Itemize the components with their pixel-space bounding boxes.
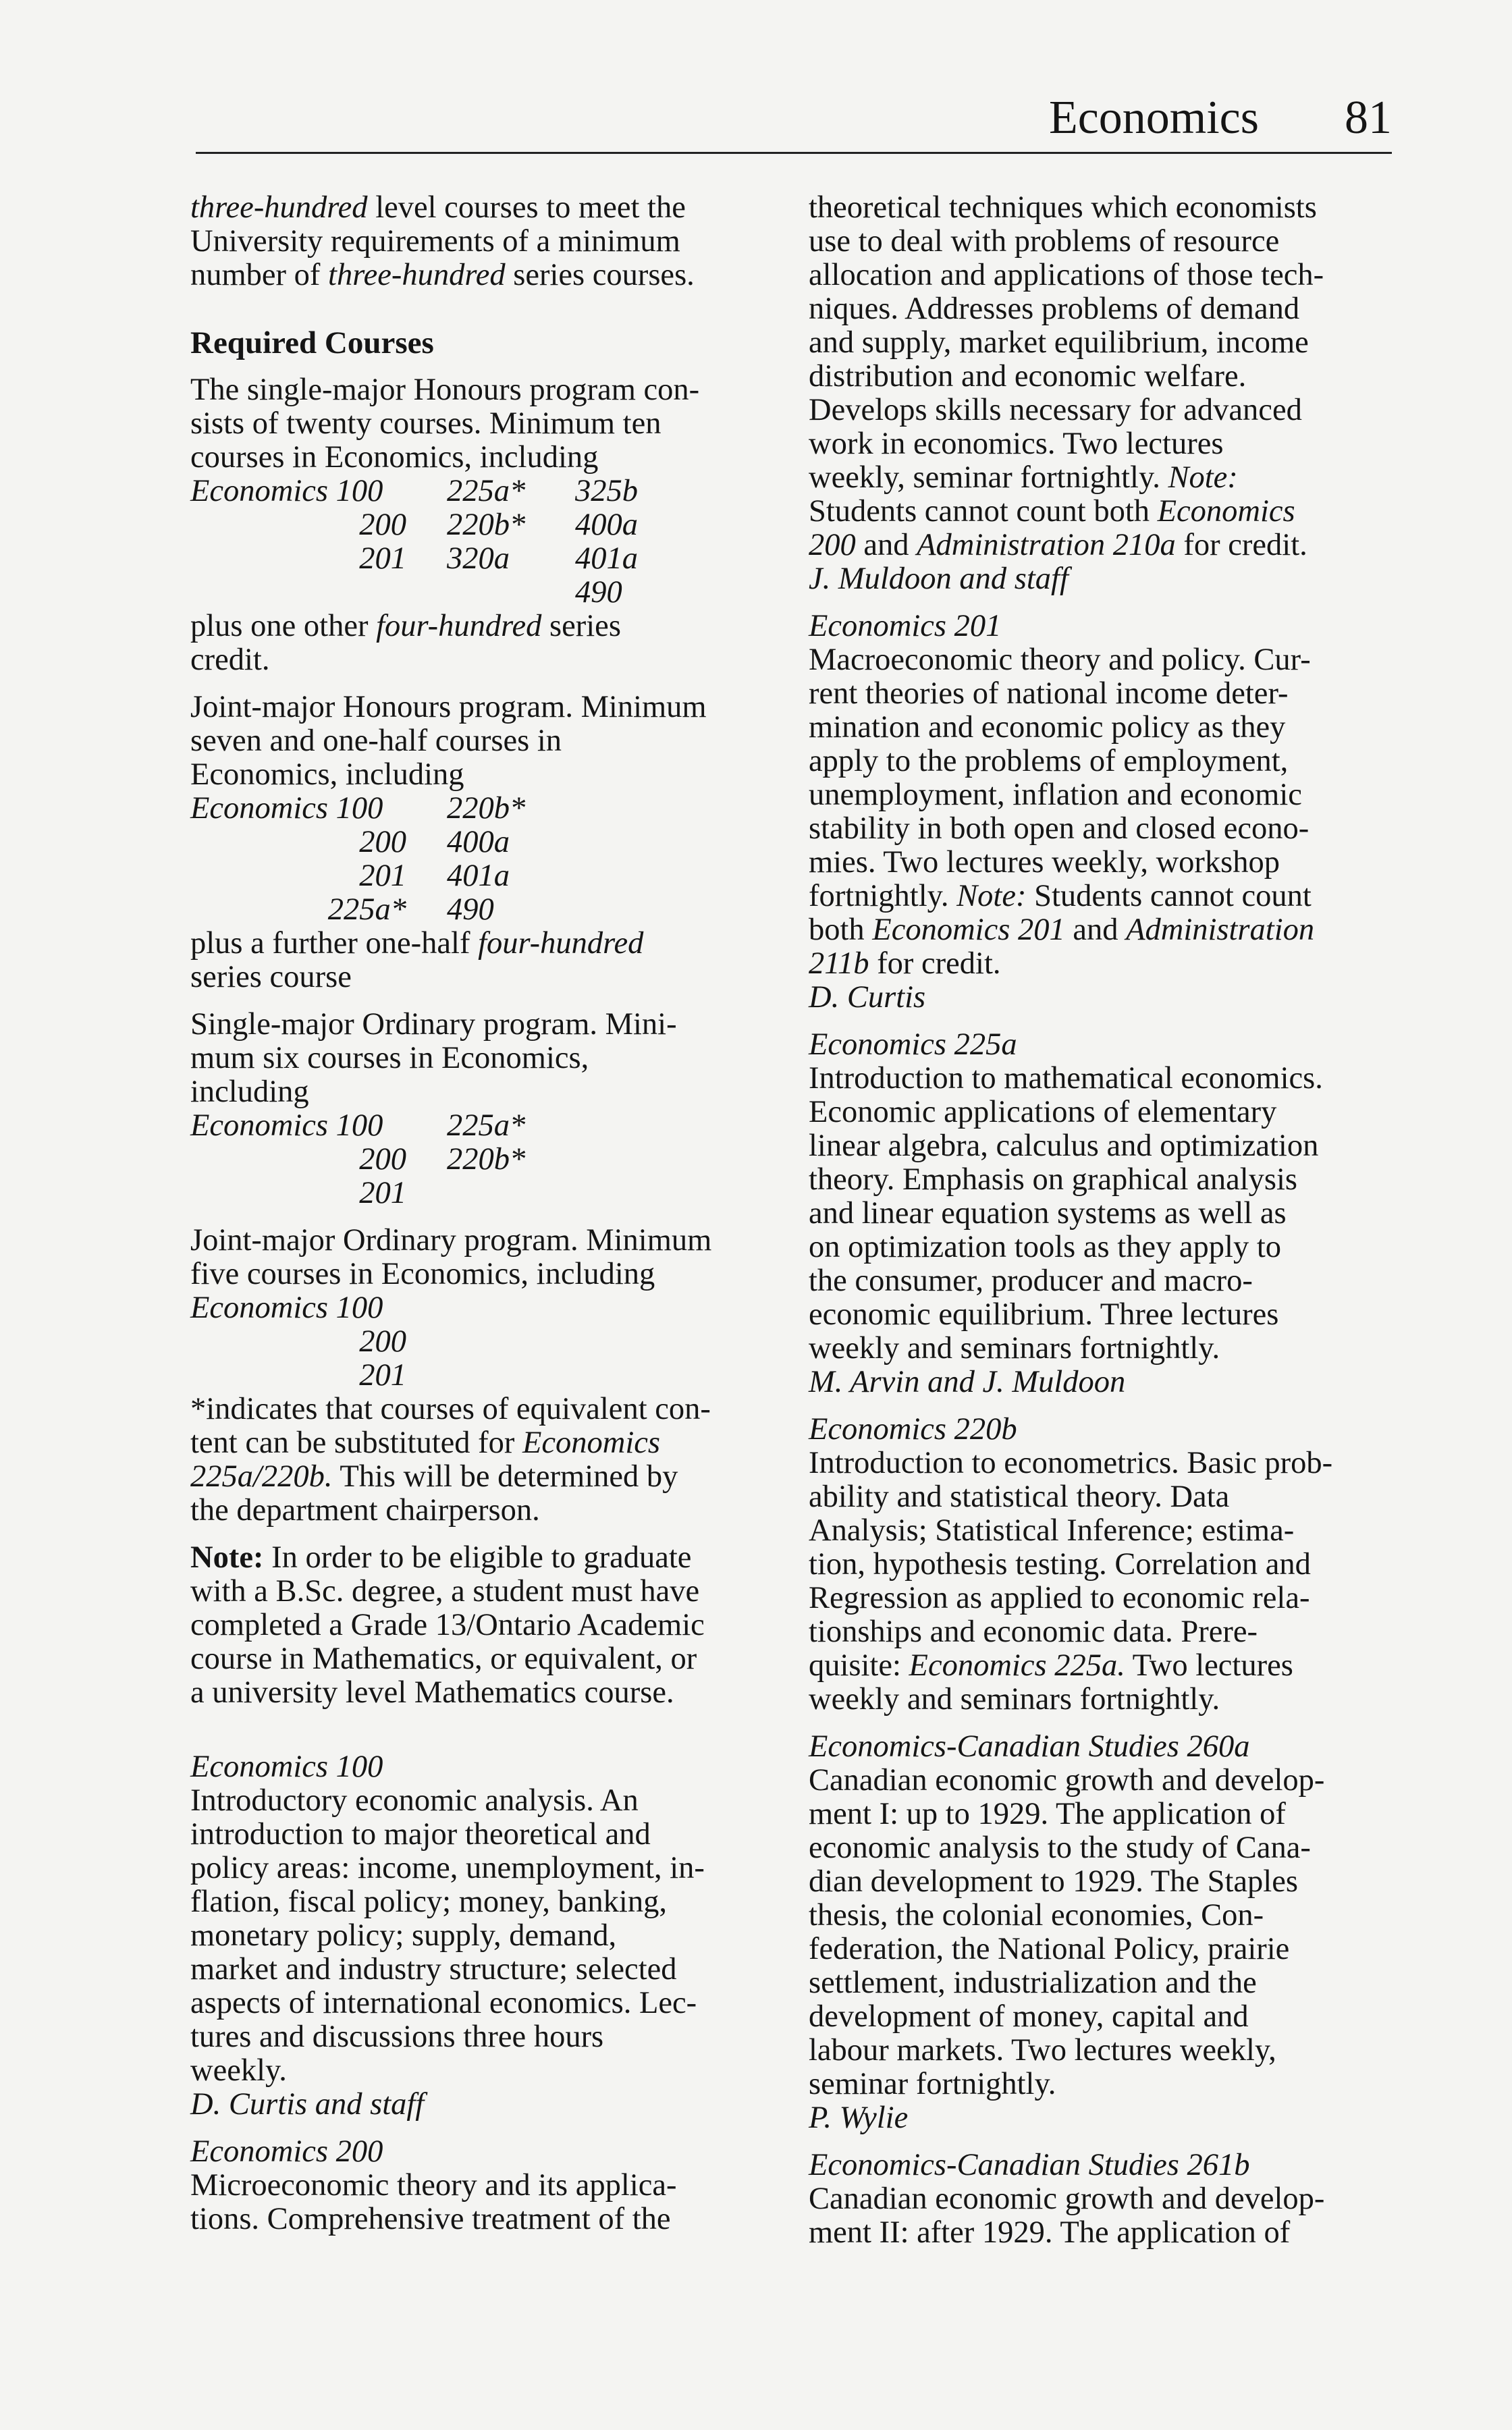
- text-line: Introduction to mathematical economics.: [809, 1061, 1323, 1096]
- text-line: introduction to major theoretical and: [190, 1817, 651, 1852]
- text-line: [190, 1541, 764, 1575]
- text-line: unemployment, inflation and economic: [809, 778, 1302, 812]
- text-line: and supply, market equilibrium, income: [809, 325, 1309, 360]
- asterisk-note: [190, 1393, 764, 1528]
- text-line: seminar fortnightly.: [809, 2067, 1056, 2101]
- single-ordinary-block: [190, 1008, 764, 1210]
- text-line: settlement, industrialization and the: [809, 1966, 1257, 2000]
- course-cell: 220b*: [447, 791, 526, 826]
- instructor-line: M. Arvin and J. Muldoon: [809, 1365, 1126, 1399]
- page-number: 81: [1345, 92, 1392, 144]
- text-line: linear algebra, calculus and optimization: [809, 1129, 1319, 1163]
- text-line: the department chairperson.: [190, 1493, 540, 1528]
- course-economics-225a: [809, 1028, 1382, 1399]
- text-line: fortnightly. Note: Students cannot count: [809, 879, 1312, 913]
- text-line: Economics, including: [190, 757, 464, 792]
- course-cell: 225a*: [447, 1108, 526, 1143]
- text-line: The single-major Honours program con-: [190, 373, 700, 407]
- text-line: niques. Addresses problems of demand: [809, 292, 1300, 326]
- course-cell: 200: [359, 508, 406, 542]
- text-line: Joint-major Honours program. Minimum: [190, 690, 707, 724]
- course-heading: Economics-Canadian Studies 261b: [809, 2148, 1250, 2182]
- text-line: both Economics 201 and Administration: [809, 913, 1315, 947]
- course-cell: 490: [575, 575, 622, 610]
- course-cell: 201: [359, 541, 406, 576]
- course-cell: 325b: [575, 474, 638, 508]
- text-line: Introductory economic analysis. An: [190, 1783, 639, 1818]
- text-line: tures and discussions three hours: [190, 2020, 604, 2054]
- course-economics-220b: [809, 1413, 1382, 1717]
- text-line: tion, hypothesis testing. Correlation and: [809, 1547, 1311, 1582]
- text-line: ment II: after 1929. The application of: [809, 2215, 1291, 2250]
- course-heading: Economics 220b: [809, 1412, 1017, 1447]
- text-line: courses in Economics, including: [190, 440, 599, 475]
- instructor-line: D. Curtis and staff: [190, 2087, 425, 2122]
- text-line: tions. Comprehensive treatment of the: [190, 2202, 671, 2236]
- text-line: mination and economic policy as they: [809, 710, 1286, 745]
- text-line: Develops skills necessary for advanced: [809, 393, 1302, 427]
- text-line: weekly and seminars fortnightly.: [809, 1331, 1220, 1366]
- text-line: three-hundred level courses to meet the: [190, 190, 686, 225]
- course-heading: Economics-Canadian Studies 260a: [809, 1729, 1250, 1764]
- economics-200-continued: [809, 191, 1382, 596]
- course-cell: 220b*: [447, 508, 526, 542]
- course-heading: Economics 200: [190, 2134, 383, 2169]
- text-line: tionships and economic data. Prere-: [809, 1615, 1258, 1649]
- course-cell: [447, 576, 575, 610]
- joint-ordinary-block: [190, 1224, 764, 1393]
- text-line: Introduction to econometrics. Basic prob-: [809, 1446, 1333, 1480]
- course-cell: 400a: [447, 825, 510, 859]
- course-cell: [447, 1177, 575, 1210]
- text-line: labour markets. Two lectures weekly,: [809, 2033, 1276, 2068]
- running-header: [196, 88, 1392, 154]
- text-line: including: [190, 1075, 309, 1109]
- course-cell: 200: [359, 1142, 406, 1177]
- text-line: Economic applications of elementary: [809, 1095, 1277, 1129]
- text-line: the consumer, producer and macro-: [809, 1264, 1253, 1298]
- text-line: stability in both open and closed econo-: [809, 811, 1310, 846]
- text-line: theoretical techniques which economists: [809, 190, 1317, 225]
- text-line: monetary policy; supply, demand,: [190, 1918, 617, 1953]
- text-line: 211b for credit.: [809, 946, 1001, 981]
- text-line: distribution and economic welfare.: [809, 359, 1247, 394]
- course-economics-100: [190, 1750, 764, 2122]
- course-table: [190, 1109, 764, 1210]
- text-line: aspects of international economics. Lec-: [190, 1986, 697, 2020]
- course-cell: 201: [359, 859, 406, 893]
- course-economics-canadian-studies-261b: [809, 2149, 1382, 2250]
- course-cell: 200: [359, 825, 406, 859]
- instructor-line: P. Wylie: [809, 2101, 909, 2135]
- course-cell: 401a: [575, 541, 638, 576]
- course-cell: Economics 100: [190, 1291, 383, 1325]
- intro-paragraph: [190, 191, 764, 292]
- text-line: completed a Grade 13/Ontario Academic: [190, 1608, 705, 1642]
- course-cell: 200: [359, 1324, 406, 1359]
- text-line: policy areas: income, unemployment, in-: [190, 1851, 705, 1885]
- course-cell: 490: [447, 892, 494, 927]
- text-line: seven and one-half courses in: [190, 724, 562, 758]
- text-line: 225a/220b. This will be determined by: [190, 1459, 678, 1494]
- course-cell: 401a: [447, 859, 510, 893]
- course-cell: [190, 576, 447, 610]
- course-cell: 201: [359, 1176, 406, 1210]
- text-line: Students cannot count both Economics: [809, 494, 1295, 529]
- text-line: number of three-hundred series courses.: [190, 258, 695, 292]
- course-table: [190, 792, 764, 927]
- course-table: [190, 1291, 764, 1393]
- text-line: flation, fiscal policy; money, banking,: [190, 1885, 667, 1919]
- text-line: quisite: Economics 225a. Two lectures: [809, 1648, 1293, 1683]
- text-line: economic analysis to the study of Cana-: [809, 1831, 1311, 1865]
- text-line: series course: [190, 960, 352, 994]
- text-line: Macroeconomic theory and policy. Cur-: [809, 643, 1311, 677]
- text-line: Canadian economic growth and develop-: [809, 2182, 1325, 2216]
- text-line: thesis, the colonial economies, Con-: [809, 1898, 1264, 1933]
- text-line: economic equilibrium. Three lectures: [809, 1297, 1279, 1332]
- text-line: University requirements of a minimum: [190, 224, 680, 259]
- text-line: ment I: up to 1929. The application of: [809, 1797, 1286, 1831]
- course-heading: Economics 225a: [809, 1027, 1017, 1062]
- required-courses-heading: Required Courses: [190, 325, 434, 360]
- text-line: use to deal with problems of resource: [809, 224, 1280, 259]
- text-line: Joint-major Ordinary program. Minimum: [190, 1223, 712, 1258]
- left-column: [190, 191, 764, 2236]
- single-honours-block: [190, 373, 764, 677]
- text-line: mum six courses in Economics,: [190, 1041, 589, 1075]
- course-heading: Economics 201: [809, 609, 1002, 643]
- text-line: market and industry structure; selected: [190, 1952, 677, 1987]
- instructor-line: D. Curtis: [809, 980, 926, 1015]
- text-line: five courses in Economics, including: [190, 1257, 655, 1291]
- text-line: Regression as applied to economic rela-: [809, 1581, 1310, 1615]
- text-line: a university level Mathematics course.: [190, 1675, 674, 1710]
- graduation-note: [190, 1541, 764, 1710]
- course-cell: 400a: [575, 508, 638, 542]
- course-cell: 201: [359, 1358, 406, 1393]
- text-line: with a B.Sc. degree, a student must have: [190, 1574, 700, 1609]
- text-line: rent theories of national income deter-: [809, 676, 1289, 711]
- course-economics-201: [809, 610, 1382, 1015]
- course-cell: 320a: [447, 541, 510, 576]
- course-economics-canadian-studies-260a: [809, 1730, 1382, 2135]
- text-line: *indicates that courses of equivalent con-: [190, 1392, 711, 1426]
- text-line: tent can be substituted for Economics: [190, 1426, 661, 1460]
- note-label: Note:: [190, 1540, 264, 1575]
- text-line: weekly and seminars fortnightly.: [809, 1682, 1220, 1717]
- text-line: on optimization tools as they apply to: [809, 1230, 1281, 1264]
- text-line: allocation and applications of those tech-: [809, 258, 1324, 292]
- text-line: course in Mathematics, or equivalent, or: [190, 1642, 697, 1676]
- text-line: plus a further one-half four-hundred: [190, 926, 644, 961]
- joint-honours-block: [190, 691, 764, 994]
- text-line: Microeconomic theory and its applica-: [190, 2168, 677, 2203]
- text-line: development of money, capital and: [809, 1999, 1249, 2034]
- right-column: [809, 191, 1382, 2250]
- course-table: [190, 475, 764, 610]
- note-text: In order to be eligible to graduate: [271, 1540, 692, 1575]
- text-line: Single-major Ordinary program. Mini-: [190, 1007, 677, 1042]
- course-cell: 225a*: [327, 892, 406, 927]
- text-line: theory. Emphasis on graphical analysis: [809, 1162, 1298, 1197]
- text-line: apply to the problems of employment,: [809, 744, 1289, 778]
- course-cell: 225a*: [447, 474, 526, 508]
- text-line: Canadian economic growth and develop-: [809, 1763, 1325, 1798]
- instructor-line: J. Muldoon and staff: [809, 562, 1069, 596]
- text-line: work in economics. Two lectures: [809, 427, 1224, 461]
- text-line: mies. Two lectures weekly, workshop: [809, 845, 1280, 880]
- text-line: and linear equation systems as well as: [809, 1196, 1287, 1231]
- text-line: weekly, seminar fortnightly. Note:: [809, 460, 1238, 495]
- text-line: Analysis; Statistical Inference; estima-: [809, 1513, 1295, 1548]
- course-economics-200: [190, 2135, 764, 2236]
- text-line: plus one other four-hundred series: [190, 609, 621, 643]
- text-line: dian development to 1929. The Staples: [809, 1864, 1298, 1899]
- section-title: Economics: [1048, 92, 1259, 144]
- text-line: weekly.: [190, 2053, 287, 2088]
- text-line: credit.: [190, 643, 270, 677]
- course-cell: Economics 100: [190, 474, 383, 508]
- text-line: ability and statistical theory. Data: [809, 1480, 1230, 1514]
- course-cell: Economics 100: [190, 791, 383, 826]
- course-cell: Economics 100: [190, 1108, 383, 1143]
- text-line: sists of twenty courses. Minimum ten: [190, 406, 662, 441]
- course-heading: Economics 100: [190, 1750, 383, 1784]
- course-cell: 220b*: [447, 1142, 526, 1177]
- text-line: federation, the National Policy, prairie: [809, 1932, 1290, 1966]
- text-line: 200 and Administration 210a for credit.: [809, 528, 1307, 562]
